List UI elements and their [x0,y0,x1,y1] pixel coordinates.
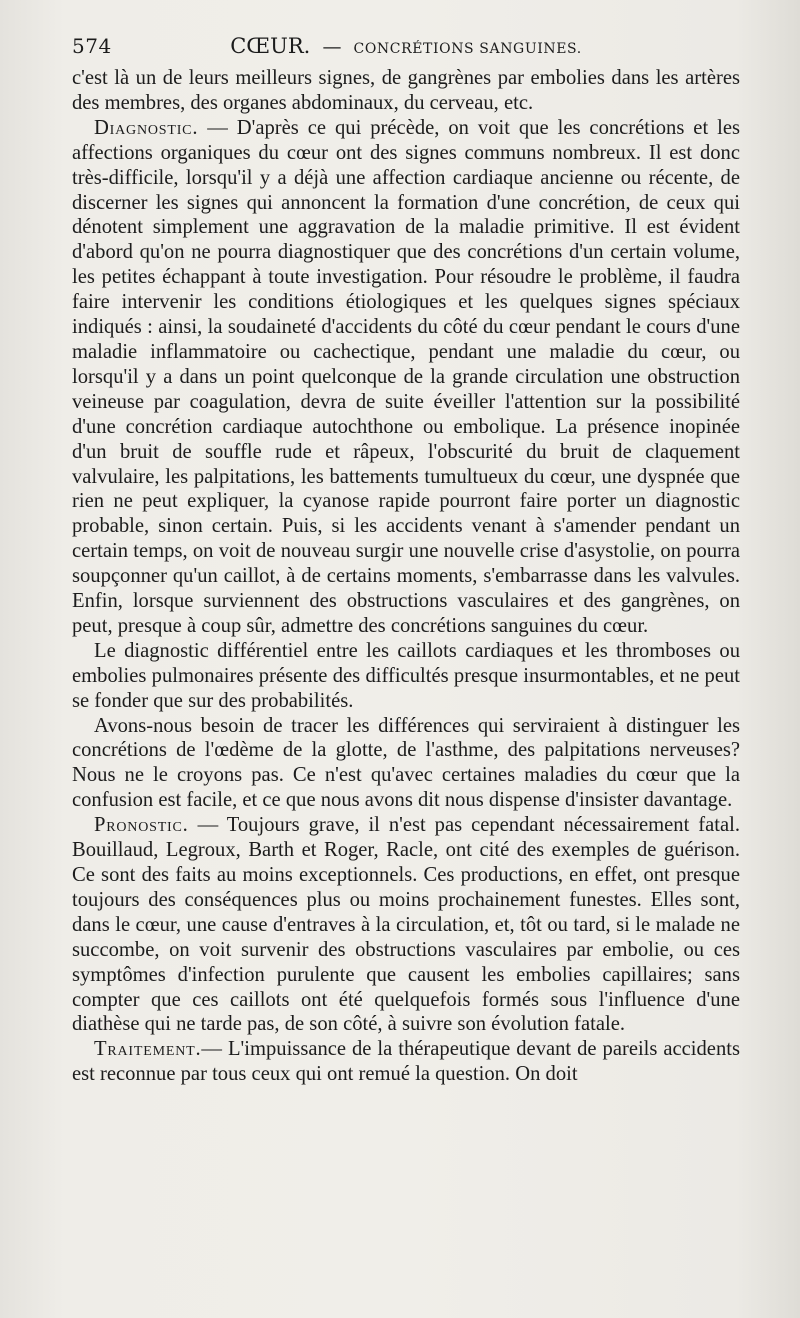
paragraph-differences: Avons-nous besoin de tracer les différences qui serviraient à distinguer les concrétions de l'œdème de la glotte, de l'asthme, des palpitations nerveuses? Nous ne le croyons pas. Ce n'est qu'avec certaines maladies du cœur que la confusion est facile, et ce que nous avons dit nous dispense d'insister davantage. [72,714,740,812]
running-head-subtitle: CONCRÉTIONS SANGUINES. [353,41,582,57]
paragraph-traitement [72,1037,740,1087]
paragraph-diagnostic [72,116,740,639]
paragraph-traitement-text: — L'impuissance de la thérapeutique devant de pareils accidents est reconnue par tous ceux qui ont remué la question. On doit [72,1038,740,1086]
paragraph-continuation: c'est là un de leurs meilleurs signes, de gangrènes par embolies dans les artères des membres, des organes abdominaux, du cerveau, etc. [72,67,740,114]
paragraph-pronostic [72,813,740,1037]
paragraph-pronostic-text: — Toujours grave, il n'est pas cependant nécessairement fatal. Bouillaud, Legroux, Barth et Roger, Racle, ont cité des exemples de guérison. Ce sont des faits au moins exceptionnels. Ces productions, en effet, ont presque toujours des conséquences plus ou moins prochainement funestes. Elles sont, dans le cœur, une cause d'entraves à la circulation, et, tôt ou tard, si le malade ne succombe, on voit survenir des obstructions vasculaires par embolie, ou ces symptômes d'infection purulente que causent les embolies capillaires; sans compter que ces caillots ont été quelquefois formés sous l'influence d'une diathèse qui ne tarde pas, de son côté, à suivre son évolution fatale. [72,814,740,1036]
body-text [72,66,740,1087]
paragraph-diagnostic-text: — D'après ce qui précède, on voit que les concrétions et les affections organiques du cœur ont des signes communs nombreux. Il est donc très-difficile, lorsqu'il y a déjà une affection cardiaque ancienne ou récente, de discerner les signes qui annoncent la formation d'une concrétion, de ceux qui dénotent simplement une aggravation de la maladie primitive. Il est évident d'abord qu'on ne pourra diagnostiquer que des concrétions d'un certain volume, les petites échappant à toute investigation. Pour résoudre le problème, il faudra faire intervenir les conditions étiologiques et les quelques signes spéciaux indiqués : ainsi, la soudaineté d'accidents du côté du cœur pendant le cours d'une maladie inflammatoire ou cachectique, pendant une maladie du cœur, ou lorsqu'il y a dans un point quelconque de la grande circulation une obstruction veineuse par coagulation, devra de suite éveiller l'attention sur la possibilité d'une concrétion cardiaque autochthone ou embolique. La présence inopinée d'un bruit de souffle rude et râpeux, l'obscurité du bruit de claquement valvulaire, les palpitations, les battements tumultueux du cœur, une dyspnée que rien ne peut expliquer, la cyanose rapide pourront faire porter un diagnostic probable, sinon certain. Puis, si les accidents venant à s'amender pendant un certain temps, on voit de nouveau surgir une nouvelle crise d'asystolie, on pourra soupçonner qu'un caillot, à de certains moments, s'embarrasse dans les valvules. Enfin, lorsque surviennent des obstructions vasculaires et des gangrènes, on peut, presque à coup sûr, admettre des concrétions sanguines du cœur. [72,116,740,637]
running-head-separator: — [322,36,342,58]
section-label-traitement: Traitement. [94,1038,202,1061]
running-head [72,34,740,58]
running-head-title: CŒUR. [230,34,311,58]
paragraph-differential: Le diagnostic différentiel entre les caillots cardiaques et les thromboses ou embolies pulmonaires présente des difficultés presque insurmontables, et ne peut se fonder que sur des probabilités. [72,639,740,712]
page-header [72,34,740,58]
page-number: 574 [72,34,112,58]
section-label-diagnostic: Diagnostic. [94,116,199,139]
section-label-pronostic: Pronostic. [94,814,189,837]
